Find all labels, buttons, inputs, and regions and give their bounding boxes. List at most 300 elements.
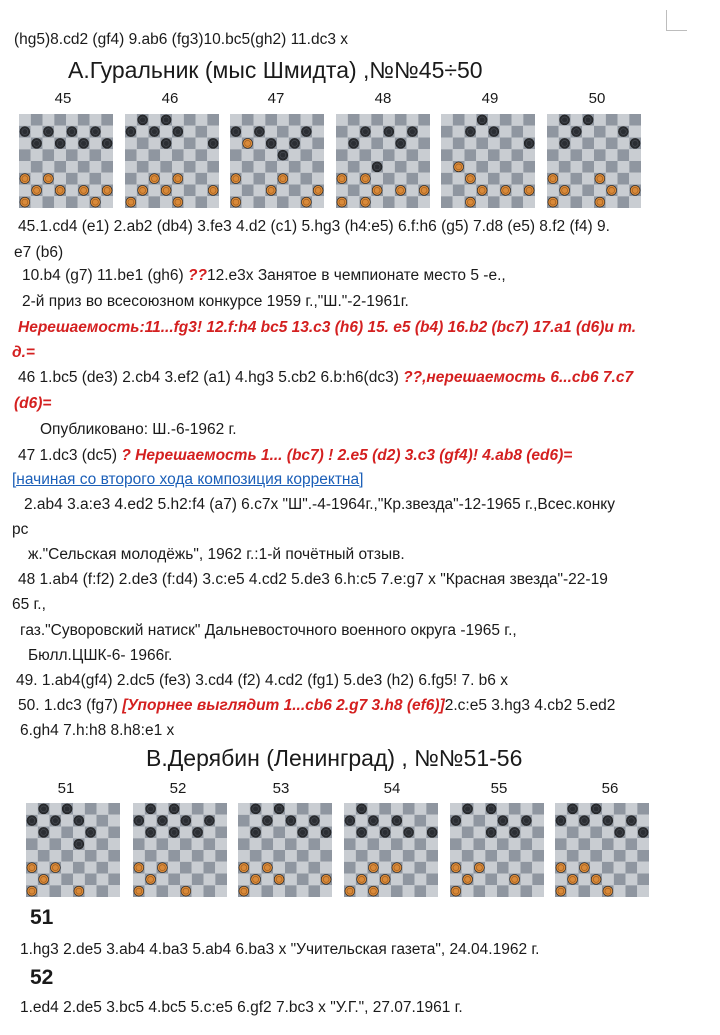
board-square <box>168 874 180 886</box>
board-square <box>125 149 137 161</box>
text-span: 10.b4 (g7) 11.be1 (gh6) <box>22 267 189 284</box>
board-square <box>500 149 512 161</box>
board-square <box>532 874 544 886</box>
board-square <box>368 803 380 815</box>
board-square <box>606 149 618 161</box>
board-square <box>149 149 161 161</box>
board-square <box>254 114 266 126</box>
board-square <box>360 138 372 150</box>
board-square <box>168 850 180 862</box>
board-square <box>356 885 368 897</box>
board-square <box>297 862 309 874</box>
board-square <box>19 161 31 173</box>
board-square <box>547 149 559 161</box>
board-square <box>31 161 43 173</box>
board-square <box>192 803 204 815</box>
board-square <box>555 838 567 850</box>
white-piece <box>231 197 241 207</box>
board-square <box>523 149 535 161</box>
board-label: 55 <box>490 780 508 797</box>
white-piece <box>50 863 60 873</box>
board-square <box>407 161 419 173</box>
board-square <box>168 815 180 827</box>
board-square <box>180 827 192 839</box>
correctness-link[interactable]: [начиная со второго хода композиция корректна] <box>12 471 364 488</box>
black-piece <box>380 827 390 837</box>
white-piece <box>556 863 566 873</box>
board-square <box>285 850 297 862</box>
checkers-board <box>344 803 438 897</box>
board-square <box>66 196 78 208</box>
board-square <box>97 874 109 886</box>
board-square <box>204 827 216 839</box>
board-square <box>230 114 242 126</box>
board-square <box>172 138 184 150</box>
board-square <box>626 862 638 874</box>
board-square <box>204 862 216 874</box>
black-piece <box>204 816 214 826</box>
board-square <box>250 885 262 897</box>
board-square <box>262 827 274 839</box>
board-square <box>371 196 383 208</box>
board-square <box>626 874 638 886</box>
board-square <box>618 114 630 126</box>
board-square <box>38 815 50 827</box>
board-square <box>555 850 567 862</box>
board-square <box>371 138 383 150</box>
board-square <box>465 149 477 161</box>
board-square <box>521 803 533 815</box>
board-square <box>196 161 208 173</box>
board-square <box>509 815 521 827</box>
board-square <box>485 850 497 862</box>
board-square <box>254 196 266 208</box>
board-square <box>61 885 73 897</box>
board-square <box>348 126 360 138</box>
board-square <box>85 874 97 886</box>
board-square <box>204 885 216 897</box>
board-square <box>618 196 630 208</box>
board-square <box>415 885 427 897</box>
board-square <box>31 196 43 208</box>
board-square <box>602 827 614 839</box>
board-square <box>137 138 149 150</box>
board-square <box>497 885 509 897</box>
board-label: 46 <box>161 90 179 107</box>
board-square <box>85 885 97 897</box>
board-square <box>277 138 289 150</box>
board-square <box>344 803 356 815</box>
board-square <box>289 114 301 126</box>
text-line: 65 г., <box>12 596 46 613</box>
black-piece <box>193 827 203 837</box>
board-square <box>523 126 535 138</box>
text-line <box>22 266 506 286</box>
board-square <box>43 196 55 208</box>
board-square <box>379 815 391 827</box>
board-square <box>532 827 544 839</box>
board-square <box>172 114 184 126</box>
board-square <box>238 838 250 850</box>
board-square <box>301 161 313 173</box>
board-square <box>157 838 169 850</box>
board-square <box>614 862 626 874</box>
board-square <box>614 838 626 850</box>
board-square <box>391 803 403 815</box>
text-line <box>18 696 615 716</box>
board-square <box>590 827 602 839</box>
board-square <box>66 149 78 161</box>
white-piece <box>595 197 605 207</box>
board-square <box>512 114 524 126</box>
black-piece <box>50 816 60 826</box>
board-square <box>336 149 348 161</box>
board-square <box>297 885 309 897</box>
board-square <box>344 850 356 862</box>
board-square <box>509 838 521 850</box>
board-square <box>606 161 618 173</box>
white-piece <box>27 863 37 873</box>
board-square <box>512 196 524 208</box>
board-square <box>101 149 113 161</box>
board-square <box>90 173 102 185</box>
board-square <box>320 850 332 862</box>
board-square <box>184 138 196 150</box>
board-square <box>450 838 462 850</box>
board-square <box>289 196 301 208</box>
board-square <box>602 850 614 862</box>
board-label: 51 <box>57 780 75 797</box>
white-piece <box>630 185 640 195</box>
black-piece <box>181 816 191 826</box>
black-piece <box>90 127 100 137</box>
white-piece <box>32 185 42 195</box>
board-square <box>277 161 289 173</box>
board-square <box>309 885 321 897</box>
board-square <box>629 196 641 208</box>
black-piece <box>556 816 566 826</box>
white-piece <box>301 197 311 207</box>
board-square <box>348 149 360 161</box>
board-square <box>312 114 324 126</box>
red-annotation: [Упорнее выглядит 1...cb6 2.g7 3.h8 (ef6)] <box>122 697 445 714</box>
board-square <box>509 850 521 862</box>
board-square <box>523 161 535 173</box>
board-square <box>285 862 297 874</box>
board-square <box>637 874 649 886</box>
board-square <box>242 185 254 197</box>
board-square <box>582 149 594 161</box>
board-square <box>180 838 192 850</box>
white-piece <box>149 174 159 184</box>
black-piece <box>67 127 77 137</box>
white-piece <box>579 863 589 873</box>
board-square <box>618 161 630 173</box>
black-piece <box>290 138 300 148</box>
board-square <box>238 850 250 862</box>
board-square <box>395 126 407 138</box>
board-square <box>168 838 180 850</box>
board-square <box>582 185 594 197</box>
board-square <box>488 138 500 150</box>
white-piece <box>173 174 183 184</box>
board-square <box>145 862 157 874</box>
black-piece <box>231 127 241 137</box>
board-square <box>265 173 277 185</box>
board-square <box>476 161 488 173</box>
board-square <box>90 149 102 161</box>
board-square <box>441 196 453 208</box>
board-square <box>301 114 313 126</box>
black-piece <box>489 127 499 137</box>
white-piece <box>380 874 390 884</box>
board-square <box>512 149 524 161</box>
board-square <box>348 185 360 197</box>
board-square <box>215 850 227 862</box>
board-square <box>407 149 419 161</box>
board-square <box>606 138 618 150</box>
board-square <box>418 173 430 185</box>
black-piece <box>568 804 578 814</box>
board-square <box>192 838 204 850</box>
black-piece <box>357 804 367 814</box>
board-square <box>500 173 512 185</box>
board-square <box>485 838 497 850</box>
white-piece <box>243 138 253 148</box>
white-piece <box>134 886 144 896</box>
board-square <box>54 126 66 138</box>
board-square <box>180 803 192 815</box>
board-square <box>579 850 591 862</box>
black-piece <box>579 816 589 826</box>
board-square <box>606 196 618 208</box>
black-piece <box>368 816 378 826</box>
white-piece <box>173 197 183 207</box>
checkers-board <box>125 114 219 208</box>
board-square <box>618 185 630 197</box>
checkers-board <box>238 803 332 897</box>
board-square <box>19 149 31 161</box>
board-square <box>383 138 395 150</box>
board-square <box>512 161 524 173</box>
board-square <box>301 138 313 150</box>
black-piece <box>208 138 218 148</box>
board-square <box>500 196 512 208</box>
board-square <box>356 815 368 827</box>
black-piece <box>630 138 640 148</box>
checkers-board <box>19 114 113 208</box>
board-square <box>184 173 196 185</box>
black-piece <box>39 804 49 814</box>
board-square <box>594 126 606 138</box>
red-annotation: Нерешаемость:11...fg3! 12.f:h4 bc5 13.c3 (h6) 15. e5 (b4) 16.b2 (bc7) 17.a1 (d6)и т. <box>18 319 637 336</box>
board-square <box>207 161 219 173</box>
board-square <box>160 173 172 185</box>
board-square <box>184 114 196 126</box>
black-piece <box>345 816 355 826</box>
board-square <box>360 114 372 126</box>
board-square <box>160 149 172 161</box>
board-square <box>590 885 602 897</box>
text-line: Опубликовано: Ш.-6-1962 г. <box>40 421 237 438</box>
board-square <box>301 173 313 185</box>
board-square <box>262 885 274 897</box>
board-square <box>500 161 512 173</box>
board-square <box>19 114 31 126</box>
board-square <box>196 114 208 126</box>
board-square <box>571 173 583 185</box>
black-piece <box>510 827 520 837</box>
text-line: 45.1.cd4 (e1) 2.ab2 (db4) 3.fe3 4.d2 (c1) 5.hg3 (h4:e5) 6.f:h6 (g5) 7.d8 (e5) 8.f2 (f4) 9. <box>18 218 610 235</box>
board-square <box>184 196 196 208</box>
black-piece <box>79 138 89 148</box>
board-square <box>395 196 407 208</box>
board-square <box>629 173 641 185</box>
board-square <box>73 874 85 886</box>
board-square <box>474 838 486 850</box>
white-piece <box>368 886 378 896</box>
board-square <box>488 149 500 161</box>
board-square <box>320 862 332 874</box>
board-square <box>368 874 380 886</box>
board-square <box>320 885 332 897</box>
board-square <box>50 803 62 815</box>
board-square <box>78 126 90 138</box>
board-square <box>555 803 567 815</box>
board-square <box>488 196 500 208</box>
board-square <box>149 161 161 173</box>
board-square <box>418 196 430 208</box>
board-square <box>254 138 266 150</box>
checkers-board <box>547 114 641 208</box>
white-piece <box>501 185 511 195</box>
black-piece <box>161 138 171 148</box>
board-square <box>285 885 297 897</box>
white-piece <box>463 874 473 884</box>
board-square <box>512 138 524 150</box>
board-square <box>26 874 38 886</box>
board-square <box>348 196 360 208</box>
board-square <box>26 827 38 839</box>
board-square <box>418 161 430 173</box>
board-square <box>555 827 567 839</box>
board-square <box>297 803 309 815</box>
board-square <box>108 815 120 827</box>
white-piece <box>161 185 171 195</box>
board-square <box>297 838 309 850</box>
board-square <box>426 803 438 815</box>
board-square <box>395 149 407 161</box>
board-square <box>277 126 289 138</box>
board-square <box>383 173 395 185</box>
red-annotation: ??,нерешаемость 6...cb6 7.c7 <box>403 369 634 386</box>
board-square <box>137 149 149 161</box>
board-label: 47 <box>267 90 285 107</box>
white-piece <box>126 197 136 207</box>
board-square <box>66 138 78 150</box>
board-square <box>50 838 62 850</box>
white-piece <box>595 174 605 184</box>
black-piece <box>498 816 508 826</box>
board-square <box>73 862 85 874</box>
board-square <box>348 173 360 185</box>
black-piece <box>486 804 496 814</box>
white-piece <box>451 863 461 873</box>
board-square <box>19 138 31 150</box>
black-piece <box>591 804 601 814</box>
board-square <box>207 114 219 126</box>
black-piece <box>43 127 53 137</box>
board-square <box>532 815 544 827</box>
board-label: 50 <box>588 90 606 107</box>
board-square <box>285 838 297 850</box>
board-square <box>426 838 438 850</box>
white-piece <box>239 863 249 873</box>
board-square <box>497 874 509 886</box>
black-piece <box>74 839 84 849</box>
board-square <box>149 138 161 150</box>
board-square <box>289 185 301 197</box>
black-piece <box>321 827 331 837</box>
board-square <box>426 874 438 886</box>
board-square <box>602 803 614 815</box>
problem-number: 51 <box>30 906 54 929</box>
board-square <box>301 185 313 197</box>
board-square <box>637 885 649 897</box>
board-square <box>637 862 649 874</box>
board-square <box>618 149 630 161</box>
black-piece <box>286 816 296 826</box>
board-square <box>579 827 591 839</box>
board-square <box>403 862 415 874</box>
board-square <box>547 138 559 150</box>
black-piece <box>266 138 276 148</box>
board-square <box>277 196 289 208</box>
board-square <box>66 173 78 185</box>
board-label: 53 <box>272 780 290 797</box>
board-square <box>521 862 533 874</box>
board-square <box>312 196 324 208</box>
black-piece <box>583 115 593 125</box>
board-square <box>547 161 559 173</box>
board-square <box>312 149 324 161</box>
text-line: 48 1.ab4 (f:f2) 2.de3 (f:d4) 3.c:e5 4.cd2 5.de3 6.h:c5 7.e:g7 x "Красная звезда"-22-19 <box>18 571 608 588</box>
text-line: 1.hg3 2.de5 3.ab4 4.ba3 5.ab4 6.ba3 x "Учительская газета", 24.04.1962 г. <box>20 941 540 958</box>
board-square <box>273 815 285 827</box>
board-square <box>497 838 509 850</box>
board-square <box>415 838 427 850</box>
board-square <box>262 874 274 886</box>
board-square <box>474 874 486 886</box>
board-square <box>66 114 78 126</box>
board-square <box>450 803 462 815</box>
white-piece <box>157 863 167 873</box>
board-square <box>196 196 208 208</box>
white-piece <box>138 185 148 195</box>
board-square <box>108 827 120 839</box>
board-square <box>54 149 66 161</box>
white-piece <box>274 874 284 884</box>
board-square <box>441 138 453 150</box>
board-square <box>418 149 430 161</box>
board-square <box>238 874 250 886</box>
board-square <box>453 114 465 126</box>
black-piece <box>251 804 261 814</box>
white-piece <box>603 886 613 896</box>
board-square <box>383 161 395 173</box>
board-square <box>403 838 415 850</box>
board-square <box>320 838 332 850</box>
